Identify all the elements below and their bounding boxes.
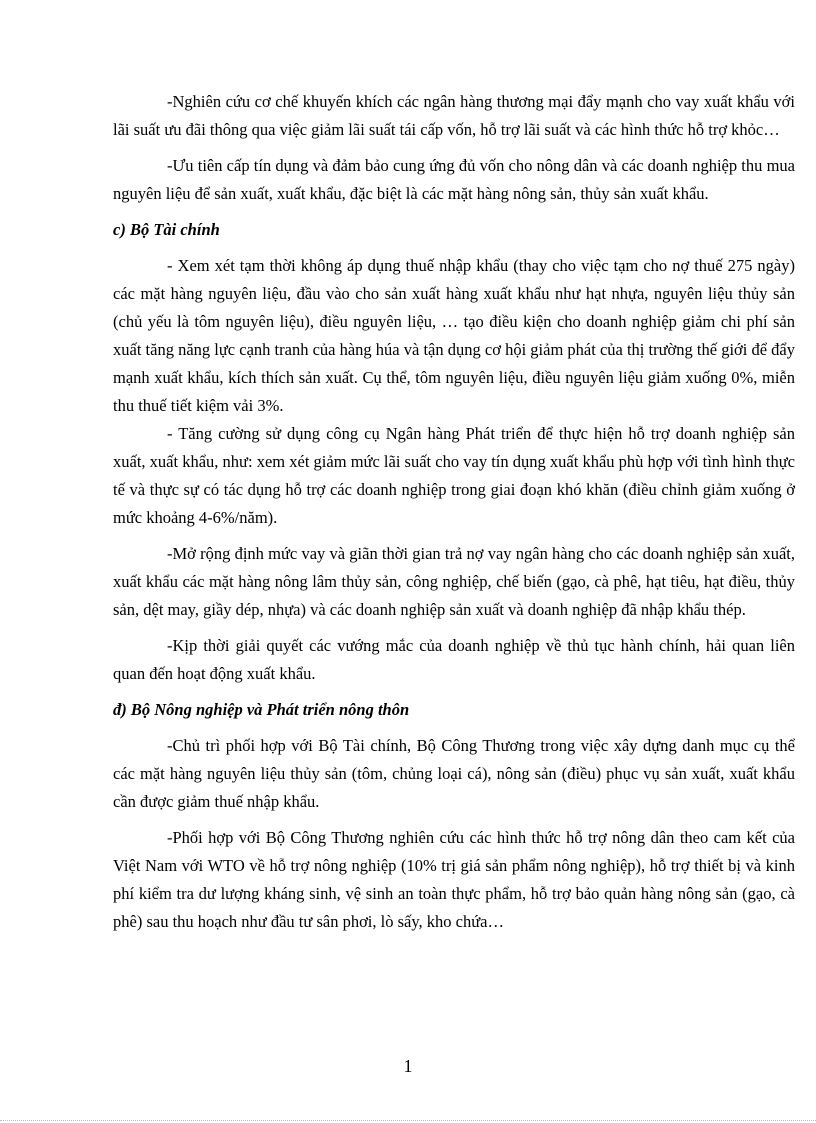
page-bottom-divider xyxy=(0,1120,816,1121)
page-number: 1 xyxy=(403,1056,413,1076)
paragraph: -Mở rộng định mức vay và giãn thời gian trả nợ vay ngân hàng cho các doanh nghiệp sản xuất, xuất khẩu các mặt hàng nông lâm thủy sản, công nghiệp, chế biến (gạo, cà phê, hạt tiêu, hạt điều, thủy sản, dệt may, giầy dép, nhựa) và các doanh nghiệp sản xuất và doanh nghiệp đã nhập khẩu thép. xyxy=(113,544,795,619)
paragraph: - Xem xét tạm thời không áp dụng thuế nhập khẩu (thay cho việc tạm cho nợ thuế 275 ngày) các mặt hàng nguyên liệu, đầu vào cho sản xuất hàng xuất khẩu như hạt nhựa, nguyên liệu thủy sản (chủ yếu là tôm nguyên liệu), điều nguyên liệu, … tạo điều kiện cho doanh nghiệp giảm chi phí sản xuất tăng năng lực cạnh tranh của hàng húa và tận dụng cơ hội giảm phát của thị trường thế giới để đẩy mạnh xuất khẩu, kích thích sản xuất. Cụ thể, tôm nguyên liệu, điều nguyên liệu giảm xuống 0%, miễn thu thuế tiết kiệm vải 3%. xyxy=(113,256,795,415)
paragraph: -Nghiên cứu cơ chế khuyến khích các ngân hàng thương mại đẩy mạnh cho vay xuất khẩu với lãi suất ưu đãi thông qua việc giảm lãi suất tái cấp vốn, hỗ trợ lãi suất và các hình thức hỗ trợ khỏc… xyxy=(113,92,795,139)
section-heading: đ) Bộ Nông nghiệp và Phát triển nông thôn xyxy=(113,700,410,719)
paragraph: - Tăng cường sử dụng công cụ Ngân hàng Phát triển để thực hiện hỗ trợ doanh nghiệp sản xuất, xuất khẩu, như: xem xét giảm mức lãi suất cho vay tín dụng xuất khẩu phù hợp với tình hình thực tế và thực sự có tác dụng hỗ trợ các doanh nghiệp trong giai đoạn khó khăn (điều chỉnh giảm xuống ở mức khoảng 4-6%/năm). xyxy=(113,424,795,527)
paragraph: -Chủ trì phối hợp với Bộ Tài chính, Bộ Công Thương trong việc xây dựng danh mục cụ thể các mặt hàng nguyên liệu thủy sản (tôm, chủng loại cá), nông sản (điều) phục vụ sản xuất, xuất khẩu cần được giảm thuế nhập khẩu. xyxy=(113,736,795,811)
paragraph: -Ưu tiên cấp tín dụng và đảm bảo cung ứng đủ vốn cho nông dân và các doanh nghiệp thu mua nguyên liệu để sản xuất, xuất khẩu, đặc biệt là các mặt hàng nông sản, thủy sản xuất khẩu. xyxy=(113,156,795,203)
paragraph: -Phối hợp với Bộ Công Thương nghiên cứu các hình thức hỗ trợ nông dân theo cam kết của Việt Nam với WTO về hỗ trợ nông nghiệp (10% trị giá sản phẩm nông nghiệp), hỗ trợ thiết bị và kinh phí kiểm tra dư lượng kháng sinh, vệ sinh an toàn thực phẩm, hỗ trợ bảo quản hàng nông sản (gạo, cà phê) sau thu hoạch như đầu tư sân phơi, lò sấy, kho chứa… xyxy=(113,828,795,931)
section-heading: c) Bộ Tài chính xyxy=(113,220,220,239)
paragraph: -Kịp thời giải quyết các vướng mắc của doanh nghiệp về thủ tục hành chính, hải quan liên quan đến hoạt động xuất khẩu. xyxy=(113,636,795,683)
document-body xyxy=(113,88,795,944)
